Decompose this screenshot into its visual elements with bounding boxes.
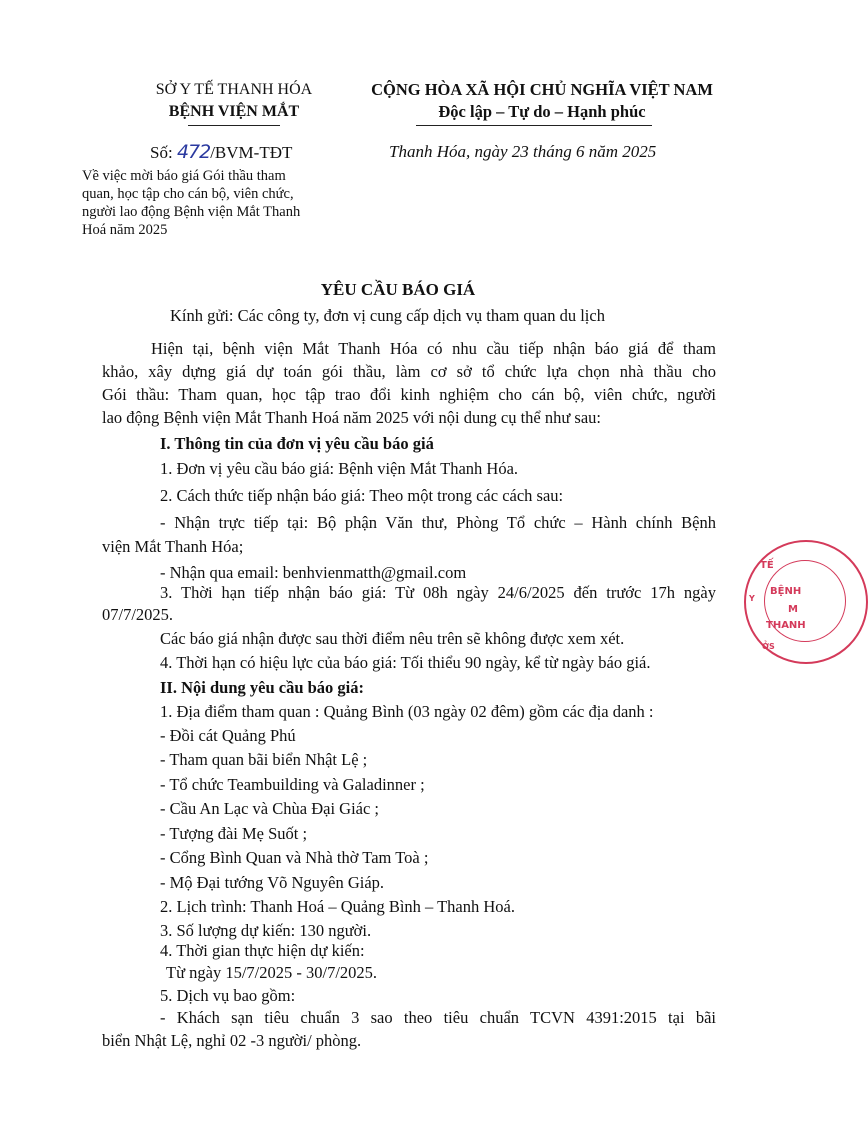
body-line: - Nhận trực tiếp tại: Bộ phận Văn thư, Phòng Tổ chức – Hành chính Bệnh — [160, 513, 716, 532]
body-line: 3. Thời hạn tiếp nhận báo giá: Từ 08h ngày 24/6/2025 đến trước 17h ngày — [160, 583, 716, 602]
body-line: Từ ngày 15/7/2025 - 30/7/2025. — [166, 963, 378, 982]
body-line: khảo, xây dựng giá dự toán gói thầu, làm cơ sở tổ chức lựa chọn nhà thầu cho — [102, 362, 716, 381]
body-line: 1. Địa điểm tham quan : Quảng Bình (03 ngày 02 đêm) gồm các địa danh : — [160, 702, 654, 721]
agency-name: BỆNH VIỆN MẮT — [168, 103, 300, 120]
body-line: Hiện tại, bệnh viện Mắt Thanh Hóa có nhu cầu tiếp nhận báo giá để tham — [151, 339, 716, 358]
body-line: lao động Bệnh viện Mắt Thanh Hoá năm 2025 với nội dung cụ thể như sau: — [102, 408, 601, 427]
subject-line: Hoá năm 2025 — [82, 222, 168, 238]
subject-line: Về việc mời báo giá Gói thầu tham — [82, 168, 286, 184]
seal-text: THANH — [766, 620, 806, 631]
country-name: CỘNG HÒA XÃ HỘI CHỦ NGHĨA VIỆT NAM — [371, 80, 713, 99]
seal-text: TẾ — [760, 560, 774, 571]
body-line: - Khách sạn tiêu chuẩn 3 sao theo tiêu chuẩn TCVN 4391:2015 tại bãi — [160, 1008, 716, 1027]
body-line: 3. Số lượng dự kiến: 130 người. — [160, 921, 372, 940]
list-item: - Cổng Bình Quan và Nhà thờ Tam Toà ; — [160, 848, 429, 867]
seal-text: ỞS — [762, 642, 775, 651]
body-line: 5. Dịch vụ bao gồm: — [160, 986, 296, 1005]
document-title: YÊU CẦU BÁO GIÁ — [320, 280, 476, 299]
body-line: - Nhận qua email: benhvienmatth@gmail.com — [160, 563, 467, 582]
body-line: Các báo giá nhận được sau thời điểm nêu trên sẽ không được xem xét. — [160, 629, 625, 648]
body-line: Gói thầu: Tham quan, học tập trao đổi kinh nghiệm cho cán bộ, viên chức, người — [102, 385, 716, 404]
number-handwritten: 472 — [176, 141, 211, 163]
body-line: biển Nhật Lệ, nghỉ 02 -3 người/ phòng. — [102, 1031, 362, 1050]
section-heading-2: II. Nội dung yêu cầu báo giá: — [160, 678, 365, 697]
number-prefix: Số: — [150, 143, 173, 162]
number-suffix: /BVM-TĐT — [210, 143, 293, 162]
motto: Độc lập – Tự do – Hạnh phúc — [438, 102, 646, 121]
seal-text: Y — [749, 594, 755, 603]
list-item: - Đồi cát Quảng Phú — [160, 726, 296, 745]
subject-line: người lao động Bệnh viện Mắt Thanh — [82, 204, 301, 220]
seal-text: M — [788, 604, 798, 615]
body-line: 4. Thời hạn có hiệu lực của báo giá: Tối thiểu 90 ngày, kể từ ngày báo giá. — [160, 653, 651, 672]
list-item: - Mộ Đại tướng Võ Nguyên Giáp. — [160, 873, 385, 892]
document-body — [102, 0, 716, 1128]
seal-text: BỆNH — [770, 586, 802, 597]
body-line: 2. Lịch trình: Thanh Hoá – Quảng Bình – Thanh Hoá. — [160, 897, 515, 916]
list-item: - Tham quan bãi biển Nhật Lệ ; — [160, 750, 368, 769]
body-line: 4. Thời gian thực hiện dự kiến: — [160, 941, 365, 960]
agency-parent: SỞ Y TẾ THANH HÓA — [155, 81, 313, 98]
section-heading-1: I. Thông tin của đơn vị yêu cầu báo giá — [160, 434, 434, 453]
body-line: 1. Đơn vị yêu cầu báo giá: Bệnh viện Mắt Thanh Hóa. — [160, 459, 519, 478]
body-line: 2. Cách thức tiếp nhận báo giá: Theo một trong các cách sau: — [160, 486, 564, 505]
red-seal-stamp — [744, 540, 868, 664]
body-line: viện Mắt Thanh Hóa; — [102, 537, 244, 556]
body-line: 07/7/2025. — [102, 605, 174, 624]
list-item: - Tượng đài Mẹ Suốt ; — [160, 824, 308, 843]
salutation: Kính gửi: Các công ty, đơn vị cung cấp dịch vụ tham quan du lịch — [170, 306, 605, 325]
list-item: - Cầu An Lạc và Chùa Đại Giác ; — [160, 799, 380, 818]
subject-line: quan, học tập cho cán bộ, viên chức, — [82, 186, 294, 202]
list-item: - Tổ chức Teambuilding và Galadinner ; — [160, 775, 425, 794]
document-date: Thanh Hóa, ngày 23 tháng 6 năm 2025 — [389, 142, 657, 161]
